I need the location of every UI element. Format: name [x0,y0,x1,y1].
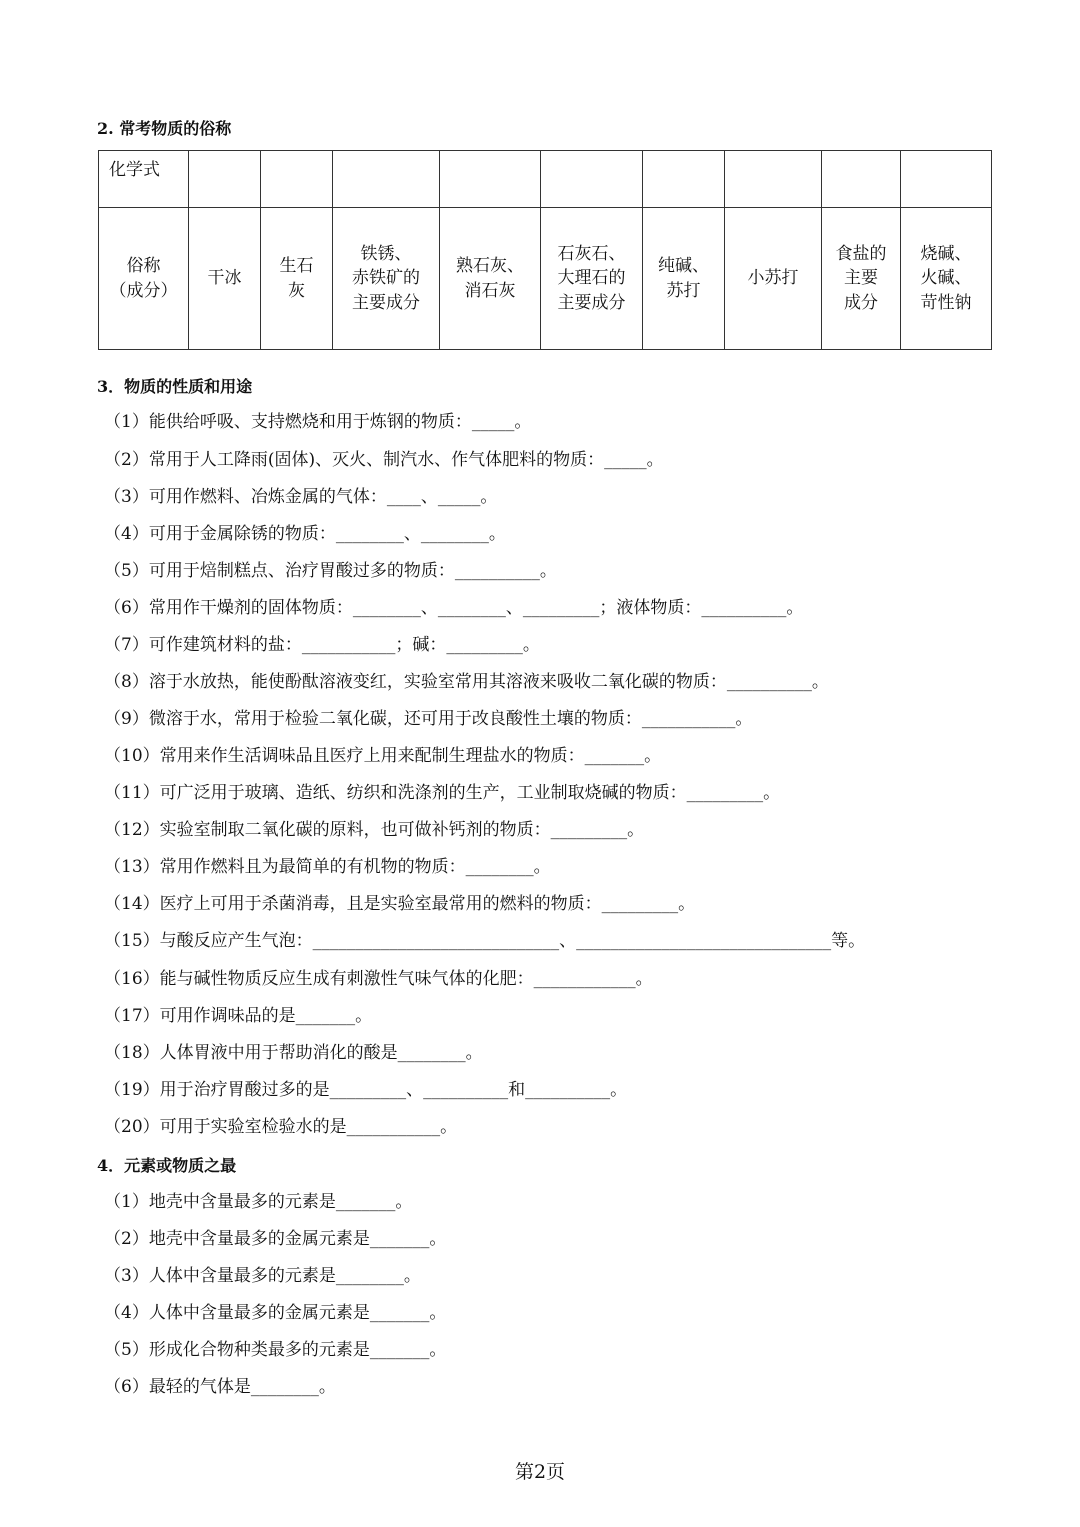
common-name-cell: 食盐的 主要 成分 [822,208,901,350]
question-item: （20）可用于实验室检验水的是___________。 [104,1117,458,1137]
common-name-cell: 小苏打 [725,208,822,350]
common-name-label: 俗称 （成分） [99,208,189,350]
formula-label: 化学式 [99,151,189,208]
question-item: （19）用于治疗胃酸过多的是_________、__________和__________。 [104,1080,628,1100]
question-item: （14）医疗上可用于杀菌消毒，且是实验室最常用的燃料的物质：_________。 [104,894,696,914]
common-name-cell: 纯碱、 苏打 [643,208,725,350]
common-names-table [98,150,992,350]
formula-cell[interactable] [541,151,643,208]
question-item: （3）人体中含量最多的元素是________。 [104,1266,421,1286]
section-4-title: 4．元素或物质之最 [97,1156,237,1175]
common-name-cell: 铁锈、 赤铁矿的 主要成分 [333,208,440,350]
formula-cell[interactable] [189,151,261,208]
question-item: （5）可用于焙制糕点、治疗胃酸过多的物质：__________。 [104,561,557,581]
question-item: （10）常用来作生活调味品且医疗上用来配制生理盐水的物质：_______。 [104,746,662,766]
common-name-row [99,208,992,350]
formula-cell[interactable] [822,151,901,208]
question-item: （2）地壳中含量最多的金属元素是_______。 [104,1229,447,1249]
question-item: （4）人体中含量最多的金属元素是_______。 [104,1303,447,1323]
question-item: （1）能供给呼吸、支持燃烧和用于炼钢的物质：_____。 [104,412,532,432]
question-item: （8）溶于水放热，能使酚酞溶液变红，实验室常用其溶液来吸收二氧化碳的物质：__________。 [104,672,829,692]
common-name-cell: 烧碱、 火碱、 苛性钠 [901,208,992,350]
question-item: （1）地壳中含量最多的元素是_______。 [104,1192,413,1212]
question-item: （5）形成化合物种类最多的元素是_______。 [104,1340,447,1360]
section-2-title: 2. 常考物质的俗称 [97,119,232,138]
question-item: （17）可用作调味品的是_______。 [104,1006,373,1026]
question-item: （6）常用作干燥剂的固体物质：________、________、_________；液体物质：__________。 [104,598,804,618]
formula-cell[interactable] [725,151,822,208]
question-item: （6）最轻的气体是________。 [104,1377,336,1397]
formula-cell[interactable] [901,151,992,208]
formula-cell[interactable] [643,151,725,208]
question-item: （2）常用于人工降雨(固体)、灭火、制汽水、作气体肥料的物质：_____。 [104,450,664,470]
common-name-cell: 生石 灰 [261,208,333,350]
question-item: （12）实验室制取二氧化碳的原料，也可做补钙剂的物质：_________。 [104,820,645,840]
common-name-cell: 干冰 [189,208,261,350]
question-item: （4）可用于金属除锈的物质：________、________。 [104,524,506,544]
question-item: （11）可广泛用于玻璃、造纸、纺织和洗涤剂的生产，工业制取烧碱的物质：_________。 [104,783,781,803]
formula-cell[interactable] [261,151,333,208]
question-item: （3）可用作燃料、冶炼金属的气体：____、_____。 [104,487,498,507]
page-number: 第2页 [514,1461,566,1483]
formula-row [99,151,992,208]
question-item: （18）人体胃液中用于帮助消化的酸是________。 [104,1043,483,1063]
section-3-title: 3．物质的性质和用途 [97,377,253,396]
question-item: （13）常用作燃料且为最简单的有机物的物质：________。 [104,857,551,877]
question-item: （9）微溶于水，常用于检验二氧化碳，还可用于改良酸性土壤的物质：___________。 [104,709,753,729]
formula-cell[interactable] [440,151,541,208]
common-name-cell: 石灰石、 大理石的 主要成分 [541,208,643,350]
question-item: （7）可作建筑材料的盐：___________；碱：_________。 [104,635,540,655]
formula-cell[interactable] [333,151,440,208]
question-item: （15）与酸反应产生气泡：_____________________________、______________________________等。 [104,931,866,951]
question-item: （16）能与碱性物质反应生成有刺激性气味气体的化肥：____________。 [104,969,653,989]
common-name-cell: 熟石灰、 消石灰 [440,208,541,350]
